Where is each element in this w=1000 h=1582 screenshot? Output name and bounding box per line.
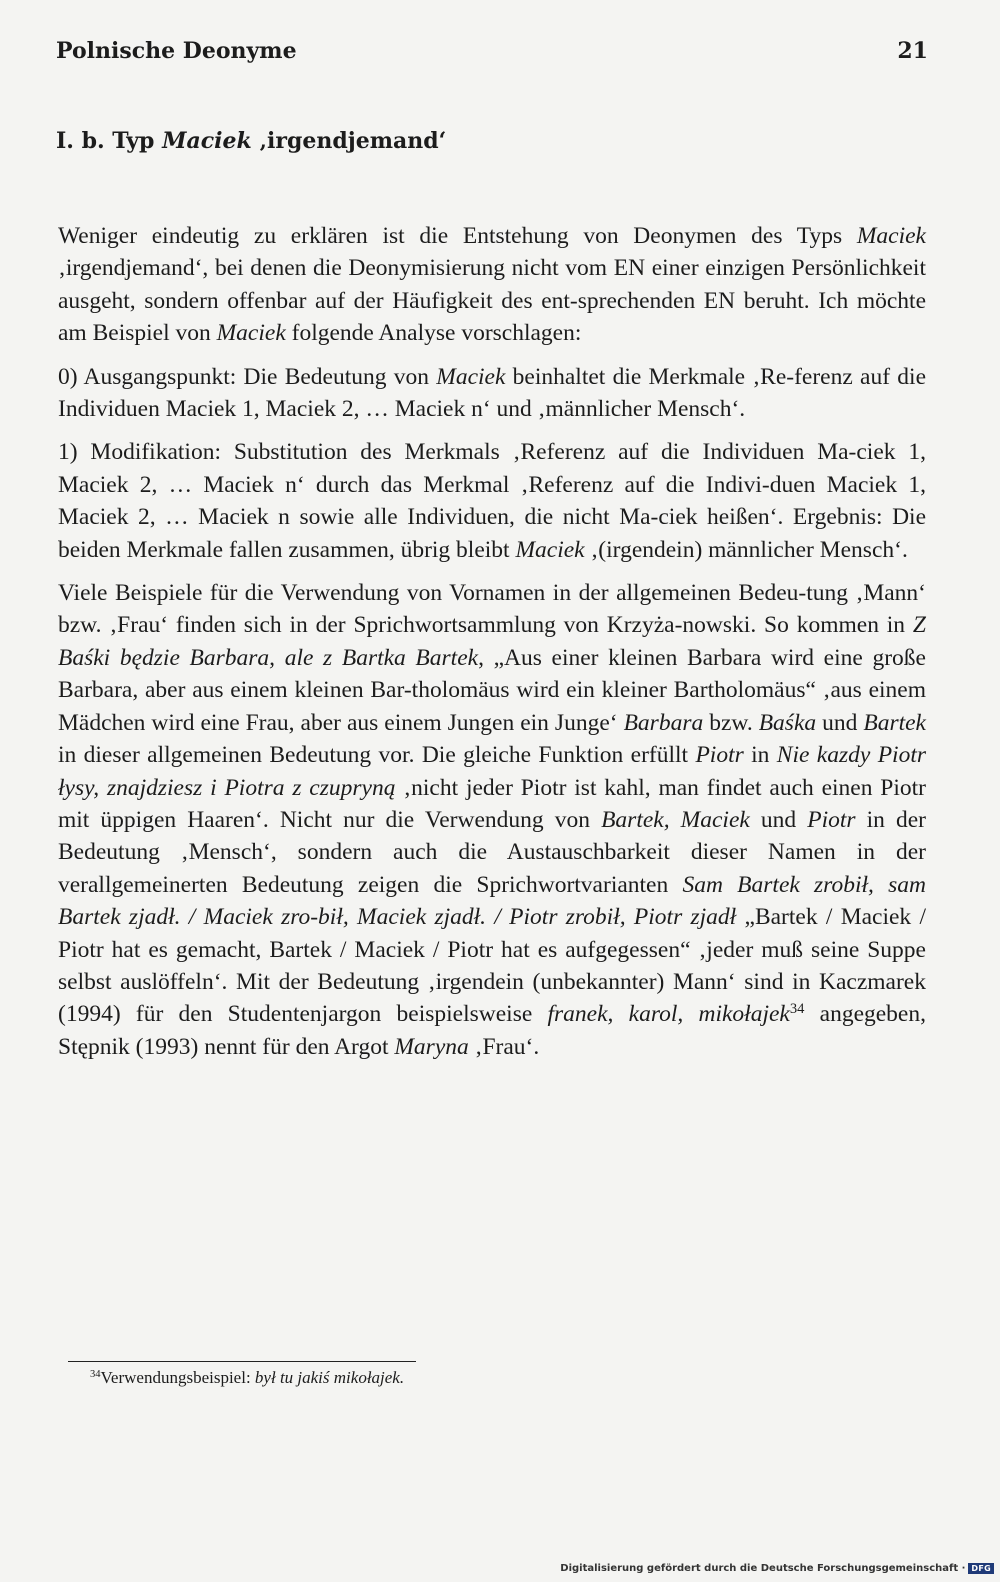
italic-term: Barbara [623,709,704,736]
italic-term: Sam Bartek zrobił, sam Bartek zjadł. / Maciek zro-bił, Maciek zjadł. / Piotr zrobił, Piotr zjadł [58,871,926,931]
running-title: Polnische Deonyme [56,38,297,64]
text-run: beinhaltet die Merkmale ‚Re-ferenz auf die Individuen Maciek 1, Maciek 2, … Maciek n‘ und ‚männlicher Mensch‘. [58,363,926,423]
page-number: 21 [897,38,928,64]
section-heading [56,128,446,154]
text-run: , „Aus einer kleinen Barbara wird eine große Barbara, aber aus einem kleinen Bar-tholomäus wird ein kleiner Bartholomäus“ ‚aus einem Mädchen wird eine Frau, aber aus einem Jungen ein Junge‘ [58,644,926,736]
text-run: 0) Ausgangspunkt: Die Bedeutung von [58,363,437,390]
section-gloss: ‚irgendjemand‘ [259,128,447,154]
text-run: bzw. [703,709,759,736]
text-run: ‚Frau‘. [468,1033,540,1060]
italic-term: Piotr [695,742,744,769]
italic-term: Maryna [394,1033,469,1060]
digitization-credit [560,1563,994,1574]
italic-term: Maciek [436,363,506,390]
italic-term: Z Baśki będzie Barbara, ale z Bartka Bartek [58,612,926,671]
section-prefix: I. b. Typ [56,128,155,154]
italic-term: Nie kazdy Piotr łysy, znajdziesz i Piotra z czupryną [58,742,927,801]
paragraph-examples [58,577,926,1063]
paragraph-intro [58,220,926,350]
footnote-ref[interactable]: 34 [789,1001,805,1018]
footnote-label: Verwendungsbeispiel: [100,1368,255,1387]
text-run: in der Bedeutung ‚Mensch‘, sondern auch die Austauschbarkeit dieser Namen in der verallgemeinerten Bedeutung zeigen die Sprichwortvarianten [58,806,927,898]
footnote [90,1366,404,1390]
footnote-example: był tu jakiś mikołajek. [254,1368,405,1387]
credit-text: Digitalisierung gefördert durch die Deutsche Forschungsgemeinschaft · [560,1563,966,1574]
text-run: in dieser allgemeinen Bedeutung vor. Die gleiche Funktion erfüllt [58,742,696,769]
italic-term: Baśka [758,709,817,736]
section-name: Maciek [162,128,252,154]
italic-term: Bartek [863,709,926,736]
text-run: ‚irgendjemand‘, bei denen die Deonymisierung nicht vom EN einer einzigen Persönlichkeit ausgeht, sondern offenbar auf der Häufigkeit des ent-sprechenden EN beruht. Ich möchte am Beispiel von [58,255,926,347]
text-run: in [743,742,777,769]
paragraph-step-1 [58,436,926,566]
paragraph-step-0 [58,361,926,426]
text-run: „Bartek / Maciek / Piotr hat es gemacht, Bartek / Maciek / Piotr hat es aufgegessen“ ‚jeder muß seine Suppe selbst auslöffeln‘. Mit der Bedeutung ‚irgendein (unbekannter) Mann‘ sind in Kaczmarek (1994) für den Studentenjargon beispielsweise [58,904,926,1028]
dfg-logo-icon: DFG [968,1563,994,1574]
text-run: und [816,709,864,736]
body-text [58,220,926,1074]
text-run: 1) Modifikation: Substitution des Merkmals ‚Referenz auf die Individuen Ma-ciek 1, Maciek 2, … Maciek n‘ durch das Merkmal ‚Referenz auf die Indivi-duen Maciek 1, Maciek 2, … Maciek n sowie alle Individuen, die nicht Ma-ciek heißen‘. Ergebnis: Die beiden Merkmale fallen zusammen, übrig bleibt [58,439,926,563]
italic-term: franek, karol, mikołajek [547,1001,790,1028]
text-run: folgende Analyse vorschlagen: [285,320,582,347]
text-run: Weniger eindeutig zu erklären ist die Entstehung von Deonymen des Typs [58,223,857,249]
text-run: angegeben, Stępnik (1993) nennt für den Argot [58,1001,926,1060]
italic-term: Maciek [515,536,585,563]
italic-term: Maciek [216,320,286,347]
italic-term: Maciek [856,223,926,249]
running-header [56,38,928,64]
text-run: und [749,806,808,833]
text-run: ‚(irgendein) männlicher Mensch‘. [584,536,908,563]
italic-term: Piotr [807,806,856,833]
footnote-number: 34 [90,1369,101,1381]
italic-term: Bartek, Maciek [601,806,750,833]
footnote-divider [68,1361,416,1362]
text-run: ‚nicht jeder Piotr ist kahl, man findet auch einen Piotr mit üppigen Haaren‘. Nicht nur die Verwendung von [58,774,926,833]
text-run: Viele Beispiele für die Verwendung von Vornamen in der allgemeinen Bedeu-tung ‚Mann‘ bzw. ‚Frau‘ finden sich in der Sprichwortsammlung von Krzyża-nowski. So kommen in [58,580,926,639]
